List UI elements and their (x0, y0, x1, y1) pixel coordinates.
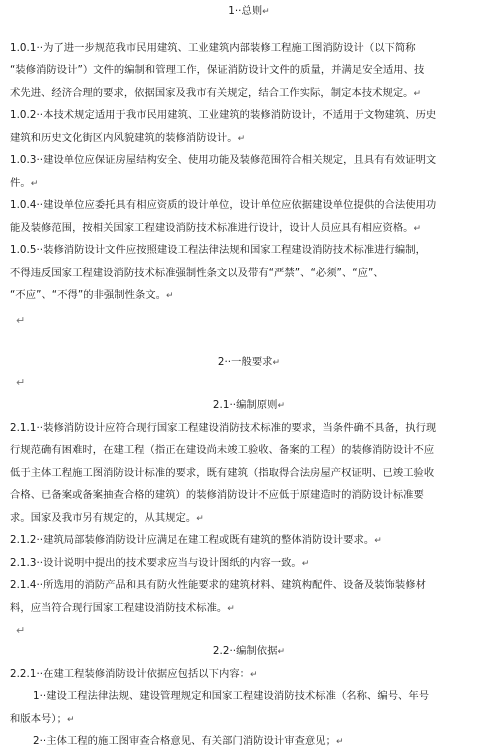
paragraph-mark: ↵ (413, 89, 422, 99)
paragraph-mark: ↵ (272, 358, 281, 368)
item-1-line-2 (10, 712, 492, 727)
clause-1-0-2-line-1: 1.0.2··本技术规定适用于我市民用建筑、工业建筑的装修消防设计，不适用于文物建筑、历史 (10, 109, 437, 121)
paragraph-mark: ↵ (250, 670, 258, 680)
paragraph-mark: ↵ (277, 401, 286, 411)
heading-text: 1··总则 (228, 5, 263, 17)
clause-1-0-4-line-1: 1.0.4··建设单位应委托具有相应资质的设计单位，设计单位应依据建设单位提供的合法使用功 (10, 199, 437, 211)
line-text: 2.1.3··设计说明中提出的技术要求应当与设计图纸的内容一致。 (10, 557, 302, 569)
clause-2-1-4-line-2 (10, 601, 492, 616)
clause-2-1-1-line-5 (10, 511, 492, 526)
line-text: 和版本号）； (10, 713, 67, 725)
heading-2-general-requirements (0, 355, 498, 370)
clause-2-1-4-line-1: 2.1.4··所选用的消防产品和具有防火性能要求的建筑材料、建筑构配件、设备及装饰装修材 (10, 579, 426, 591)
paragraph-mark: ↵ (413, 224, 422, 234)
paragraph-mark: ↵ (66, 715, 75, 725)
line-text: 2.2.1··在建工程装修消防设计依据应包括以下内容： (10, 668, 251, 680)
paragraph-mark: ↵ (277, 647, 286, 657)
line-text: 2.1.2··建筑局部装修消防设计应满足在建工程或既有建筑的整体消防设计要求。 (10, 534, 375, 546)
paragraph-mark: ↵ (262, 7, 270, 17)
line-text: 料，应当符合现行国家工程建设消防技术标准。 (10, 602, 228, 614)
empty-paragraph-mark: ↵ (16, 624, 26, 637)
line-text: 建筑和历史文化街区内风貌建筑的装修消防设计。 (10, 132, 238, 144)
clause-2-1-1-line-4: 合格、已备案或备案抽查合格的建筑）的装修消防设计不应低于原建造时的消防设计标准要 (10, 489, 424, 501)
paragraph-mark: ↵ (166, 291, 174, 301)
line-text: 2··主体工程的施工图审查合格意见、有关部门消防设计审查意见； (33, 735, 336, 747)
clause-2-1-1-line-1: 2.1.1··装修消防设计应符合现行国家工程建设消防技术标准的要求，当条件确不具备，执行现 (10, 422, 437, 434)
heading-1-general (0, 4, 498, 19)
line-text: 能及装修范围，按相关国家工程建设消防技术标准进行设计，设计人员应具有相应资格。 (10, 222, 414, 234)
paragraph-mark: ↵ (301, 559, 310, 569)
paragraph-mark: ↵ (237, 134, 246, 144)
clause-1-0-4-line-2 (10, 221, 492, 236)
empty-paragraph-mark: ↵ (16, 314, 26, 327)
paragraph-mark: ↵ (335, 737, 344, 747)
paragraph-mark: ↵ (374, 536, 382, 546)
clause-2-1-1-line-2: 行规范确有困难时，在建工程（指正在建设尚未竣工验收、备案的工程）的装修消防设计不应 (10, 444, 435, 456)
line-text: 件。 (10, 177, 31, 189)
heading-text: 2.1··编制原则 (212, 399, 278, 411)
clause-2-1-1-line-3: 低于主体工程施工图消防设计标准的要求，既有建筑（指取得合法房屋产权证明、已竣工验收 (10, 467, 435, 479)
clause-1-0-1-line-2: “装修消防设计”）文件的编制和管理工作，保证消防设计文件的质量，并满足安全适用、技 (10, 64, 425, 76)
clause-2-2-1 (10, 667, 492, 682)
heading-text: 2··一般要求 (217, 356, 273, 368)
item-2 (33, 734, 492, 749)
paragraph-mark: ↵ (196, 514, 204, 524)
clause-2-1-3 (10, 556, 492, 571)
heading-2-2-basis (0, 644, 498, 659)
paragraph-mark: ↵ (227, 604, 235, 614)
clause-1-0-1-line-1: 1.0.1··为了进一步规范我市民用建筑、工业建筑内部装修工程施工图消防设计（以下简称 (10, 42, 416, 54)
clause-1-0-1-line-3 (10, 86, 492, 101)
line-text: “不应”、“不得”的非强制性条文。 (10, 289, 167, 301)
line-text: 求。国家及我市另有规定的，从其规定。 (10, 512, 197, 524)
clause-1-0-5-line-1: 1.0.5··装修消防设计文件应按照建设工程法律法规和国家工程建设消防技术标准进行编制， (10, 244, 426, 256)
heading-2-1-principles (0, 398, 498, 413)
clause-1-0-5-line-2: 不得违反国家工程建设消防技术标准强制性条文以及带有“严禁”、“必须”、“应”、 (10, 267, 384, 279)
clause-1-0-3-line-1: 1.0.3··建设单位应保证房屋结构安全、使用功能及装修范围符合相关规定，且具有有效证明文 (10, 154, 437, 166)
clause-1-0-5-line-3 (10, 288, 492, 303)
clause-1-0-3-line-2 (10, 176, 492, 191)
paragraph-mark: ↵ (30, 179, 39, 189)
line-text: 术先进、经济合理的要求，依据国家及我市有关规定，结合工作实际，制定本技术规定。 (10, 87, 414, 99)
heading-text: 2.2··编制依据 (212, 645, 278, 657)
clause-1-0-2-line-2 (10, 131, 492, 146)
empty-paragraph-mark: ↵ (16, 376, 26, 389)
item-1-line-1: 1··建设工程法律法规、建设管理规定和国家工程建设消防技术标准（名称、编号、年号 (33, 690, 430, 702)
clause-2-1-2 (10, 533, 492, 548)
